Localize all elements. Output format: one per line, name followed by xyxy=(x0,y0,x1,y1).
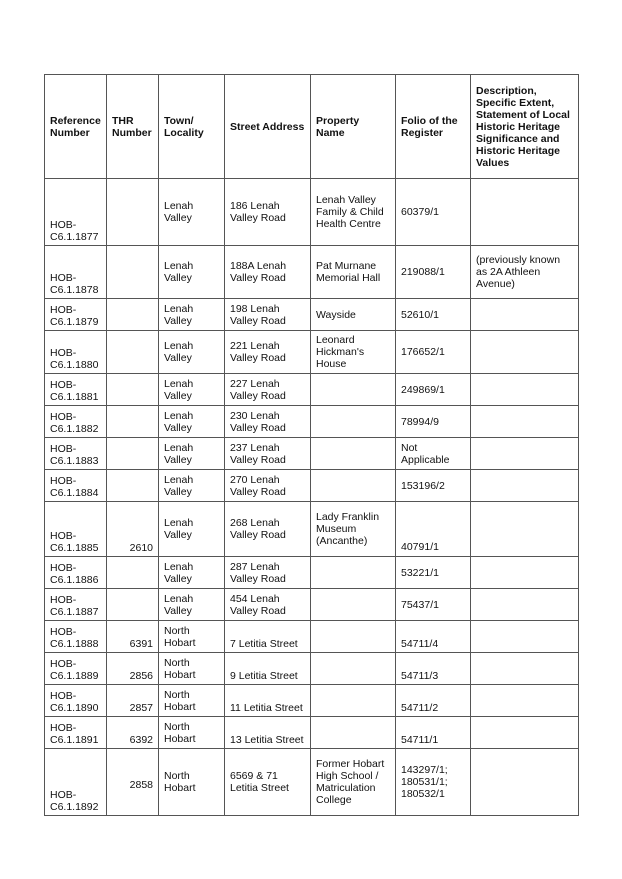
header-reference-number: Reference Number xyxy=(45,75,107,179)
cell-street: 221 Lenah Valley Road xyxy=(225,331,311,374)
cell-thr: 2857 xyxy=(107,685,159,717)
cell-thr xyxy=(107,470,159,502)
cell-town: North Hobart xyxy=(159,685,225,717)
cell-description xyxy=(471,685,579,717)
table-row xyxy=(45,502,579,557)
cell-reference: HOB-C6.1.1884 xyxy=(45,470,107,502)
cell-reference: HOB-C6.1.1882 xyxy=(45,406,107,438)
header-town-locality: Town/ Locality xyxy=(159,75,225,179)
table-row xyxy=(45,246,579,299)
cell-street: 11 Letitia Street xyxy=(225,685,311,717)
cell-description xyxy=(471,717,579,749)
cell-thr xyxy=(107,299,159,331)
header-thr-number: THR Number xyxy=(107,75,159,179)
table-row xyxy=(45,653,579,685)
cell-reference: HOB-C6.1.1881 xyxy=(45,374,107,406)
cell-street: 186 Lenah Valley Road xyxy=(225,179,311,246)
cell-thr: 2610 xyxy=(107,502,159,557)
cell-folio: 75437/1 xyxy=(396,589,471,621)
cell-property xyxy=(311,621,396,653)
cell-town: Lenah Valley xyxy=(159,406,225,438)
cell-street: 237 Lenah Valley Road xyxy=(225,438,311,470)
cell-town: Lenah Valley xyxy=(159,246,225,299)
cell-property xyxy=(311,589,396,621)
table-row xyxy=(45,557,579,589)
cell-town: Lenah Valley xyxy=(159,299,225,331)
cell-town: Lenah Valley xyxy=(159,331,225,374)
cell-property: Former Hobart High School / Matriculation College xyxy=(311,749,396,816)
cell-description: (previously known as 2A Athleen Avenue) xyxy=(471,246,579,299)
cell-reference: HOB-C6.1.1892 xyxy=(45,749,107,816)
cell-description xyxy=(471,621,579,653)
cell-town: Lenah Valley xyxy=(159,502,225,557)
cell-description xyxy=(471,438,579,470)
cell-property: Lenah Valley Family & Child Health Centre xyxy=(311,179,396,246)
cell-folio: 176652/1 xyxy=(396,331,471,374)
cell-description xyxy=(471,179,579,246)
cell-reference: HOB-C6.1.1886 xyxy=(45,557,107,589)
cell-description xyxy=(471,331,579,374)
cell-folio: 54711/4 xyxy=(396,621,471,653)
cell-thr: 6392 xyxy=(107,717,159,749)
cell-street: 268 Lenah Valley Road xyxy=(225,502,311,557)
heritage-register-table xyxy=(44,74,579,816)
cell-folio: 52610/1 xyxy=(396,299,471,331)
cell-folio: 153196/2 xyxy=(396,470,471,502)
cell-thr xyxy=(107,589,159,621)
cell-description xyxy=(471,374,579,406)
cell-thr xyxy=(107,331,159,374)
cell-street: 6569 & 71 Letitia Street xyxy=(225,749,311,816)
header-property-name: Property Name xyxy=(311,75,396,179)
cell-town: Lenah Valley xyxy=(159,557,225,589)
cell-town: North Hobart xyxy=(159,749,225,816)
cell-thr xyxy=(107,179,159,246)
cell-folio: 60379/1 xyxy=(396,179,471,246)
cell-folio: 54711/1 xyxy=(396,717,471,749)
cell-street: 198 Lenah Valley Road xyxy=(225,299,311,331)
cell-folio: 78994/9 xyxy=(396,406,471,438)
header-street-address: Street Address xyxy=(225,75,311,179)
table-row xyxy=(45,717,579,749)
cell-description xyxy=(471,470,579,502)
cell-folio: 53221/1 xyxy=(396,557,471,589)
cell-reference: HOB-C6.1.1885 xyxy=(45,502,107,557)
cell-description xyxy=(471,557,579,589)
cell-reference: HOB-C6.1.1890 xyxy=(45,685,107,717)
cell-thr: 2858 xyxy=(107,749,159,816)
cell-thr xyxy=(107,406,159,438)
cell-property: Leonard Hickman's House xyxy=(311,331,396,374)
cell-reference: HOB-C6.1.1883 xyxy=(45,438,107,470)
table-row xyxy=(45,589,579,621)
cell-reference: HOB-C6.1.1888 xyxy=(45,621,107,653)
table-row xyxy=(45,299,579,331)
cell-folio: Not Applicable xyxy=(396,438,471,470)
cell-property xyxy=(311,470,396,502)
cell-property xyxy=(311,717,396,749)
cell-town: North Hobart xyxy=(159,717,225,749)
cell-street: 227 Lenah Valley Road xyxy=(225,374,311,406)
cell-folio: 40791/1 xyxy=(396,502,471,557)
cell-town: Lenah Valley xyxy=(159,179,225,246)
cell-property: Lady Franklin Museum (Ancanthe) xyxy=(311,502,396,557)
cell-street: 188A Lenah Valley Road xyxy=(225,246,311,299)
table-header-row xyxy=(45,75,579,179)
cell-street: 454 Lenah Valley Road xyxy=(225,589,311,621)
cell-town: Lenah Valley xyxy=(159,374,225,406)
table-row xyxy=(45,179,579,246)
cell-street: 13 Letitia Street xyxy=(225,717,311,749)
cell-reference: HOB-C6.1.1889 xyxy=(45,653,107,685)
table-row xyxy=(45,406,579,438)
cell-thr: 2856 xyxy=(107,653,159,685)
cell-reference: HOB-C6.1.1887 xyxy=(45,589,107,621)
cell-reference: HOB-C6.1.1880 xyxy=(45,331,107,374)
cell-street: 287 Lenah Valley Road xyxy=(225,557,311,589)
cell-property xyxy=(311,438,396,470)
cell-town: Lenah Valley xyxy=(159,438,225,470)
cell-property: Wayside xyxy=(311,299,396,331)
table-row xyxy=(45,438,579,470)
cell-property: Pat Murnane Memorial Hall xyxy=(311,246,396,299)
cell-description xyxy=(471,502,579,557)
cell-street: 7 Letitia Street xyxy=(225,621,311,653)
table-row xyxy=(45,470,579,502)
cell-folio: 143297/1; 180531/1; 180532/1 xyxy=(396,749,471,816)
table-row xyxy=(45,685,579,717)
cell-reference: HOB-C6.1.1878 xyxy=(45,246,107,299)
cell-thr xyxy=(107,557,159,589)
cell-folio: 54711/2 xyxy=(396,685,471,717)
table-row xyxy=(45,331,579,374)
cell-thr: 6391 xyxy=(107,621,159,653)
cell-description xyxy=(471,589,579,621)
cell-town: Lenah Valley xyxy=(159,589,225,621)
cell-thr xyxy=(107,438,159,470)
cell-property xyxy=(311,406,396,438)
cell-property xyxy=(311,374,396,406)
cell-description xyxy=(471,749,579,816)
cell-reference: HOB-C6.1.1877 xyxy=(45,179,107,246)
cell-thr xyxy=(107,246,159,299)
cell-folio: 219088/1 xyxy=(396,246,471,299)
cell-street: 230 Lenah Valley Road xyxy=(225,406,311,438)
cell-property xyxy=(311,557,396,589)
cell-town: North Hobart xyxy=(159,653,225,685)
cell-description xyxy=(471,299,579,331)
cell-folio: 249869/1 xyxy=(396,374,471,406)
cell-street: 9 Letitia Street xyxy=(225,653,311,685)
table-row xyxy=(45,374,579,406)
cell-property xyxy=(311,653,396,685)
cell-town: Lenah Valley xyxy=(159,470,225,502)
cell-town: North Hobart xyxy=(159,621,225,653)
cell-reference: HOB-C6.1.1891 xyxy=(45,717,107,749)
cell-property xyxy=(311,685,396,717)
cell-description xyxy=(471,653,579,685)
cell-folio: 54711/3 xyxy=(396,653,471,685)
table-row xyxy=(45,621,579,653)
cell-reference: HOB-C6.1.1879 xyxy=(45,299,107,331)
cell-description xyxy=(471,406,579,438)
header-folio: Folio of the Register xyxy=(396,75,471,179)
table-row xyxy=(45,749,579,816)
cell-street: 270 Lenah Valley Road xyxy=(225,470,311,502)
cell-thr xyxy=(107,374,159,406)
header-description: Description, Specific Extent, Statement of Local Historic Heritage Significance and Historic Heritage Values xyxy=(471,75,579,179)
